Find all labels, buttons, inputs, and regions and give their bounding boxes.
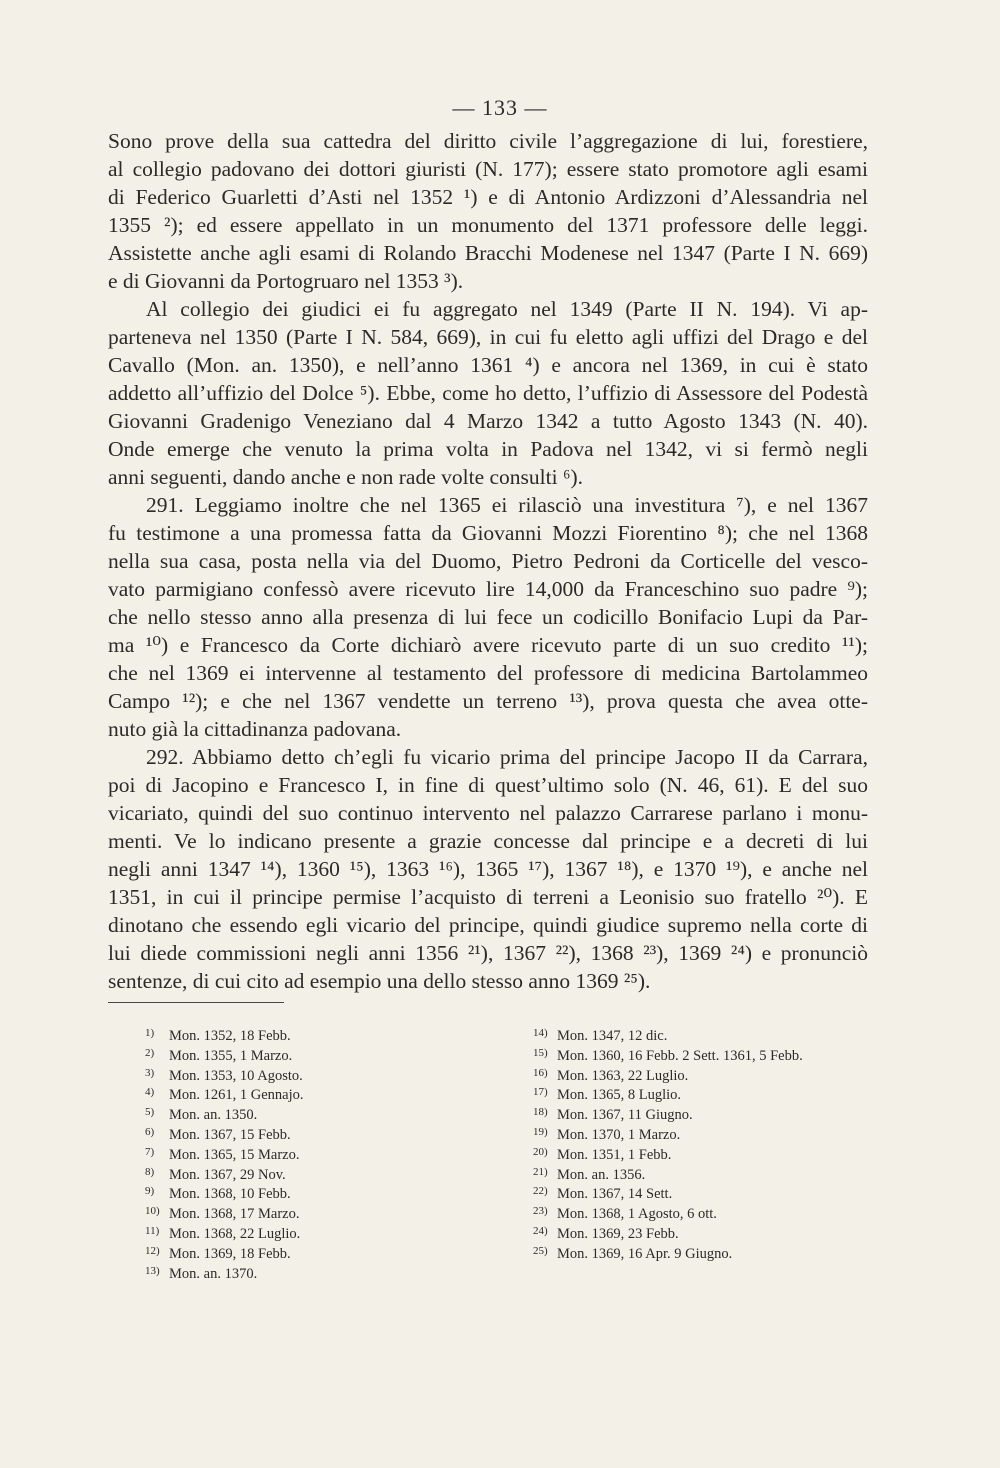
text-line: Giovanni Gradenigo Veneziano dal 4 Marzo 1342 a tutto Agosto 1343 (N. 40). [108,409,868,433]
text-line: di Federico Guarletti d’Asti nel 1352 ¹) e di Antonio Ardizzoni d’Alessandria nel [108,185,868,209]
text-line: Assistette anche agli esami di Rolando Bracchi Modenese nel 1347 (Parte I N. 669) [108,241,868,265]
text-line: lui diede commissioni negli anni 1356 ²¹), 1367 ²²), 1368 ²³), 1369 ²⁴) e pronunciò [108,941,868,965]
footnote [145,1182,475,1202]
footnote-number: 22) [533,1185,548,1198]
text-line: Onde emerge che venuto la prima volta in Padova nel 1342, vi si fermò negli [108,437,868,461]
text-line: Sono prove della sua cattedra del diritto civile l’aggregazione di lui, forestiere, [108,129,868,153]
text-line: parteneva nel 1350 (Parte I N. 584, 669), in cui fu eletto agli uffizi del Drago e del [108,325,868,349]
text-line: fu testimone a una promessa fatta da Giovanni Mozzi Fiorentino ⁸); che nel 1368 [108,521,868,545]
footnote-text: Mon. 1367, 14 Sett. [557,1186,673,1203]
footnote-number: 5) [145,1106,155,1119]
footnote [145,1083,475,1103]
footnote [145,1163,475,1183]
footnote-number: 10) [145,1205,160,1218]
footnote [145,1143,475,1163]
footnote-number: 6) [145,1125,155,1138]
text-line: Al collegio dei giudici ei fu aggregato nel 1349 (Parte II N. 194). Vi ap- [146,297,868,321]
footnote-text: Mon. 1370, 1 Marzo. [557,1126,681,1143]
footnote-number: 15) [533,1046,548,1059]
footnote-number: 12) [145,1244,160,1257]
footnote-text: Mon. 1367, 29 Nov. [169,1166,286,1183]
footnote [533,1242,873,1262]
footnote-text: Mon. 1360, 16 Febb. 2 Sett. 1361, 5 Febb. [557,1047,803,1064]
footnote-text: Mon. 1347, 12 dic. [557,1028,668,1044]
text-line: al collegio padovano dei dottori giuristi (N. 177); essere stato promotore agli esami [108,157,868,181]
text-line: 291. Leggiamo inoltre che nel 1365 ei rilasciò una investitura ⁷), e nel 1367 [146,493,868,517]
footnote [145,1024,475,1044]
footnote-number: 14) [533,1027,548,1039]
footnote [533,1024,873,1044]
footnote [145,1064,475,1084]
footnote-text: Mon. 1367, 11 Giugno. [557,1107,693,1124]
footnotes-right-column [533,1024,873,1262]
text-line: nella sua casa, posta nella via del Duomo, Pietro Pedroni da Corticelle del vesco- [108,549,868,573]
footnote-number: 21) [533,1165,548,1178]
footnote [533,1163,873,1183]
footnote [145,1123,475,1143]
footnote-number: 7) [145,1145,155,1158]
text-line: poi di Jacopino e Francesco I, in fine di quest’ultimo solo (N. 46, 61). E del suo [108,773,868,797]
footnote-text: Mon. 1368, 10 Febb. [169,1186,291,1203]
footnote [533,1064,873,1084]
footnote [145,1044,475,1064]
footnote-text: Mon. 1261, 1 Gennajo. [169,1087,304,1104]
footnote-number: 11) [145,1224,160,1237]
footnote [533,1222,873,1242]
footnote [533,1123,873,1143]
text-line: che nello stesso anno alla presenza di lui fece un codicillo Bonifacio Lupi da Par- [108,605,868,629]
footnote-number: 8) [145,1165,155,1178]
footnote-text: Mon. 1368, 22 Luglio. [169,1225,301,1242]
footnote-text: Mon. an. 1370. [169,1265,258,1282]
footnote-number: 1) [145,1027,155,1039]
text-line: vicariato, quindi del suo continuo intervento nel palazzo Carrarese parlano i monu- [108,801,868,825]
text-line: menti. Ve lo indicano presente a grazie concesse dal principe e a decreti di lui [108,829,868,853]
text-line: 292. Abbiamo detto ch’egli fu vicario prima del principe Jacopo II da Carrara, [146,745,868,769]
footnote-text: Mon. 1365, 15 Marzo. [169,1146,300,1163]
footnote-number: 4) [145,1086,155,1099]
footnote [533,1044,873,1064]
text-line: nuto già la cittadinanza padovana. [108,717,402,741]
text-line: vato parmigiano confessò avere ricevuto lire 14,000 da Franceschino suo padre ⁹); [108,577,868,601]
text-line: dinotano che essendo egli vicario del principe, quindi giudice supremo nella corte di [108,913,868,937]
text-line: che nel 1369 ei intervenne al testamento del professore di medicina Bartolammeo [108,661,868,685]
footnote [145,1202,475,1222]
footnote-number: 17) [533,1086,548,1099]
footnote-text: Mon. an. 1356. [557,1166,646,1183]
text-line: sentenze, di cui cito ad esempio una dello stesso anno 1369 ²⁵). [108,969,651,993]
footnote-text: Mon. 1355, 1 Marzo. [169,1047,293,1064]
footnote-text: Mon. an. 1350. [169,1107,258,1124]
footnote-number: 24) [533,1224,548,1237]
footnote [533,1182,873,1202]
footnote [145,1222,475,1242]
text-line: e di Giovanni da Portogruaro nel 1353 ³). [108,269,464,293]
footnote [533,1202,873,1222]
footnote [145,1103,475,1123]
footnote-number: 20) [533,1145,548,1158]
footnote-number: 9) [145,1185,155,1198]
footnote-number: 23) [533,1205,548,1218]
text-line: 1355 ²); ed essere appellato in un monumento del 1371 professore delle leggi. [108,213,868,237]
text-line: anni seguenti, dando anche e non rade volte consulti ⁶). [108,465,583,489]
footnote-number: 25) [533,1244,548,1257]
footnote [145,1242,475,1262]
footnote-number: 3) [145,1066,155,1079]
footnote-number: 18) [533,1106,548,1119]
footnote-number: 13) [145,1264,160,1277]
footnote [145,1262,475,1282]
page-number: — 133 — [452,95,548,120]
footnote [533,1083,873,1103]
footnote-text: Mon. 1353, 10 Agosto. [169,1067,303,1084]
text-line: negli anni 1347 ¹⁴), 1360 ¹⁵), 1363 ¹⁶), 1365 ¹⁷), 1367 ¹⁸), e 1370 ¹⁹), e anche nel [108,857,868,881]
footnote-text: Mon. 1369, 23 Febb. [557,1225,679,1242]
footnote-text: Mon. 1368, 1 Agosto, 6 ott. [557,1206,717,1223]
footnote-text: Mon. 1368, 17 Marzo. [169,1206,300,1223]
footnote-text: Mon. 1369, 18 Febb. [169,1245,291,1262]
footnote-text: Mon. 1367, 15 Febb. [169,1126,291,1143]
footnote-text: Mon. 1365, 8 Luglio. [557,1087,682,1104]
footnote-number: 19) [533,1125,548,1138]
text-line: ma ¹⁰) e Francesco da Corte dichiarò avere ricevuto parte di un suo credito ¹¹); [108,633,868,657]
footnote [533,1143,873,1163]
text-line: Cavallo (Mon. an. 1350), e nell’anno 1361 ⁴) e ancora nel 1369, in cui è stato [108,353,868,377]
footnote [533,1103,873,1123]
footnote-text: Mon. 1352, 18 Febb. [169,1028,291,1044]
text-line: 1351, in cui il principe permise l’acquisto di terreni a Leonisio suo fratello ²⁰). E [108,885,868,909]
footnote-number: 16) [533,1066,548,1079]
footnote-text: Mon. 1369, 16 Apr. 9 Giugno. [557,1245,733,1262]
footnote-text: Mon. 1363, 22 Luglio. [557,1067,689,1084]
footnotes-left-column [145,1024,475,1281]
text-line: addetto all’uffizio del Dolce ⁵). Ebbe, come ho detto, l’uffizio di Assessore del Podestà [108,381,868,405]
text-line: Campo ¹²); e che nel 1367 vendette un terreno ¹³), prova questa che avea otte- [108,689,868,713]
footnote-number: 2) [145,1046,155,1059]
footnote-rule [108,1002,284,1003]
footnote-text: Mon. 1351, 1 Febb. [557,1146,672,1163]
